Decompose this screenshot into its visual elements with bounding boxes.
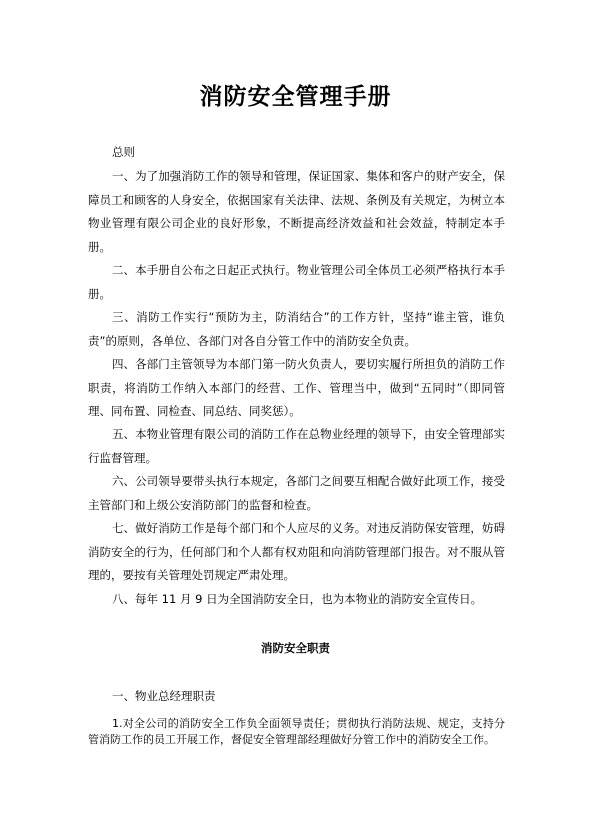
document-title: 消防安全管理手册 <box>199 83 392 110</box>
duties-paragraph: 1.对全公司的消防安全工作负全面领导责任；贯彻执行消防法规、规定，支持分管消防工作的员工开展工作，督促安全管理部经理做好分管工作中的消防安全工作。 <box>88 717 505 746</box>
general-heading: 总则 <box>112 145 135 159</box>
general-paragraph-5: 五、本物业管理有限公司的消防工作在总物业经理的领导下，由安全管理部实行监督管理。 <box>88 427 505 465</box>
duties-subheading: 一、物业总经理职责 <box>112 689 216 703</box>
general-paragraph-1: 一、为了加强消防工作的领导和管理，保证国家、集体和客户的财产安全，保障员工和顾客的人身安全，依据国家有关法律、法规、条例及有关规定，为树立本物业管理有限公司企业的良好形象，不断提高经济效益和社会效益，特制定本手册。 <box>88 169 505 254</box>
general-paragraph-2: 二、本手册自公布之日起正式执行。物业管理公司全体员工必须严格执行本手册。 <box>88 263 505 301</box>
general-paragraph-7: 七、做好消防工作是每个部门和个人应尽的义务。对违反消防保安管理，妨碍消防安全的行为，任何部门和个人都有权劝阻和向消防管理部门报告。对不服从管理的，要按有关管理处罚规定严肃处理。 <box>88 521 505 582</box>
general-paragraph-6: 六、公司领导要带头执行本规定，各部门之间要互相配合做好此项工作，接受主管部门和上级公安消防部门的监督和检查。 <box>88 474 505 512</box>
general-paragraph-8: 八、每年 11 月 9 日为全国消防安全日，也为本物业的消防安全宣传日。 <box>112 592 483 606</box>
duties-title: 消防安全职责 <box>261 641 330 655</box>
general-paragraph-4: 四、各部门主管领导为本部门第一防火负责人，要切实履行所担负的消防工作职责，将消防工作纳入本部门的经营、工作、管理当中，做到“五同时”（即同管理、同布置、同检查、同总结、同奖惩）。 <box>88 357 505 418</box>
general-paragraph-3: 三、消防工作实行“预防为主，防消结合”的工作方针，坚持“谁主管，谁负责”的原则，各单位、各部门对各自分管工作中的消防安全负责。 <box>88 310 505 348</box>
